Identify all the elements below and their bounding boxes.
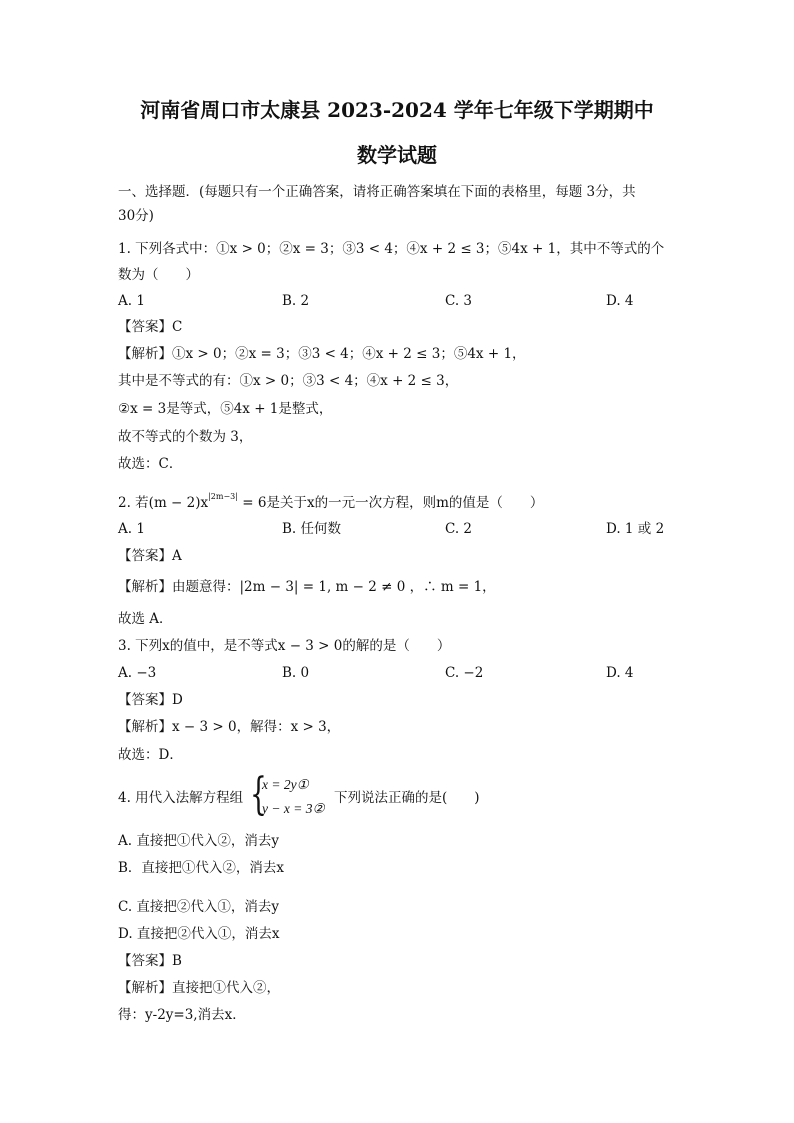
equation-2: y − x = 3② (262, 801, 325, 816)
question-3-option-c: C. −2 (445, 665, 484, 681)
question-1-stem-line2: 数为（ ） (118, 267, 199, 283)
question-4-analysis-line1: 【解析】直接把①代入②， (118, 980, 280, 996)
question-2-stem-post: = 6是关于x的一元一次方程，则m的值是（ ） (237, 495, 544, 511)
equation-1: x = 2y① (262, 777, 309, 792)
question-1-analysis-line3: ②x = 3是等式，⑤4x + 1是整式， (118, 401, 333, 417)
question-4-stem-pre: 4. 用代入法解方程组 (118, 790, 244, 806)
question-4-option-b: B．直接把①代入②，消去x (118, 860, 285, 876)
page-title-line1: 河南省周口市太康县 2023-2024 学年七年级下学期期中 (140, 98, 654, 122)
question-1-analysis-line2: 其中是不等式的有：①x > 0；③3 < 4；④x + 2 ≤ 3， (118, 373, 459, 389)
question-2-answer: 【答案】A (118, 548, 182, 564)
question-3-analysis-line1: 【解析】x − 3 > 0，解得：x > 3， (118, 719, 341, 735)
question-1-stem-line1: 1. 下列各式中：①x > 0；②x = 3；③3 < 4；④x + 2 ≤ 3；⑤4x + 1，其中不等式的个 (118, 241, 665, 257)
question-4-option-d: D. 直接把②代入①，消去x (118, 926, 280, 942)
question-3-option-a: A. −3 (118, 665, 157, 681)
page-title-line2: 数学试题 (357, 143, 437, 167)
question-3-option-d: D. 4 (606, 665, 634, 681)
question-1-option-d: D. 4 (606, 293, 634, 309)
question-2-exponent: |2m−3| (208, 492, 238, 501)
question-2-option-a: A. 1 (118, 521, 145, 537)
question-1-option-b: B. 2 (282, 293, 310, 309)
question-2-option-b: B. 任何数 (282, 521, 342, 537)
question-1-analysis-line4: 故不等式的个数为 3， (118, 429, 253, 445)
question-4-option-c: C. 直接把②代入①，消去y (118, 899, 280, 915)
question-4-answer: 【答案】B (118, 953, 182, 969)
question-4-analysis-line2: 得：y-2y=3,消去x． (118, 1007, 246, 1023)
question-2-option-c: C. 2 (445, 521, 473, 537)
question-4-option-a: A. 直接把①代入②，消去y (118, 833, 279, 849)
question-3-stem: 3. 下列x的值中，是不等式x − 3 > 0的解的是（ ） (118, 638, 451, 654)
section-heading-line2: 30分) (118, 208, 154, 224)
question-1-option-a: A. 1 (118, 293, 145, 309)
question-2-option-d: D. 1 或 2 (606, 521, 665, 537)
question-2-analysis-line1: 【解析】由题意得：|2m − 3| = 1, m − 2 ≠ 0 ，∴ m = 1， (118, 579, 496, 595)
question-2-analysis-line2: 故选 A． (118, 611, 173, 627)
question-1-option-c: C. 3 (445, 293, 473, 309)
question-3-analysis-line2: 故选：D． (118, 747, 183, 763)
question-3-answer: 【答案】D (118, 692, 183, 708)
question-1-analysis-line1: 【解析】①x > 0；②x = 3；③3 < 4；④x + 2 ≤ 3；⑤4x + 1， (118, 346, 526, 362)
question-2-stem (118, 488, 543, 512)
question-1-answer: 【答案】C (118, 319, 183, 335)
question-3-option-b: B. 0 (282, 665, 310, 681)
section-heading-line1: 一、选择题．(每题只有一个正确答案，请将正确答案填在下面的表格里，每题 3分，共 (118, 184, 636, 200)
question-2-stem-pre: 2. 若(m − 2)x (118, 495, 209, 511)
question-1-analysis-line5: 故选：C． (118, 456, 183, 472)
equation-system-brace: { (250, 769, 267, 820)
question-4-stem-post: 下列说法正确的是( ) (334, 790, 480, 806)
